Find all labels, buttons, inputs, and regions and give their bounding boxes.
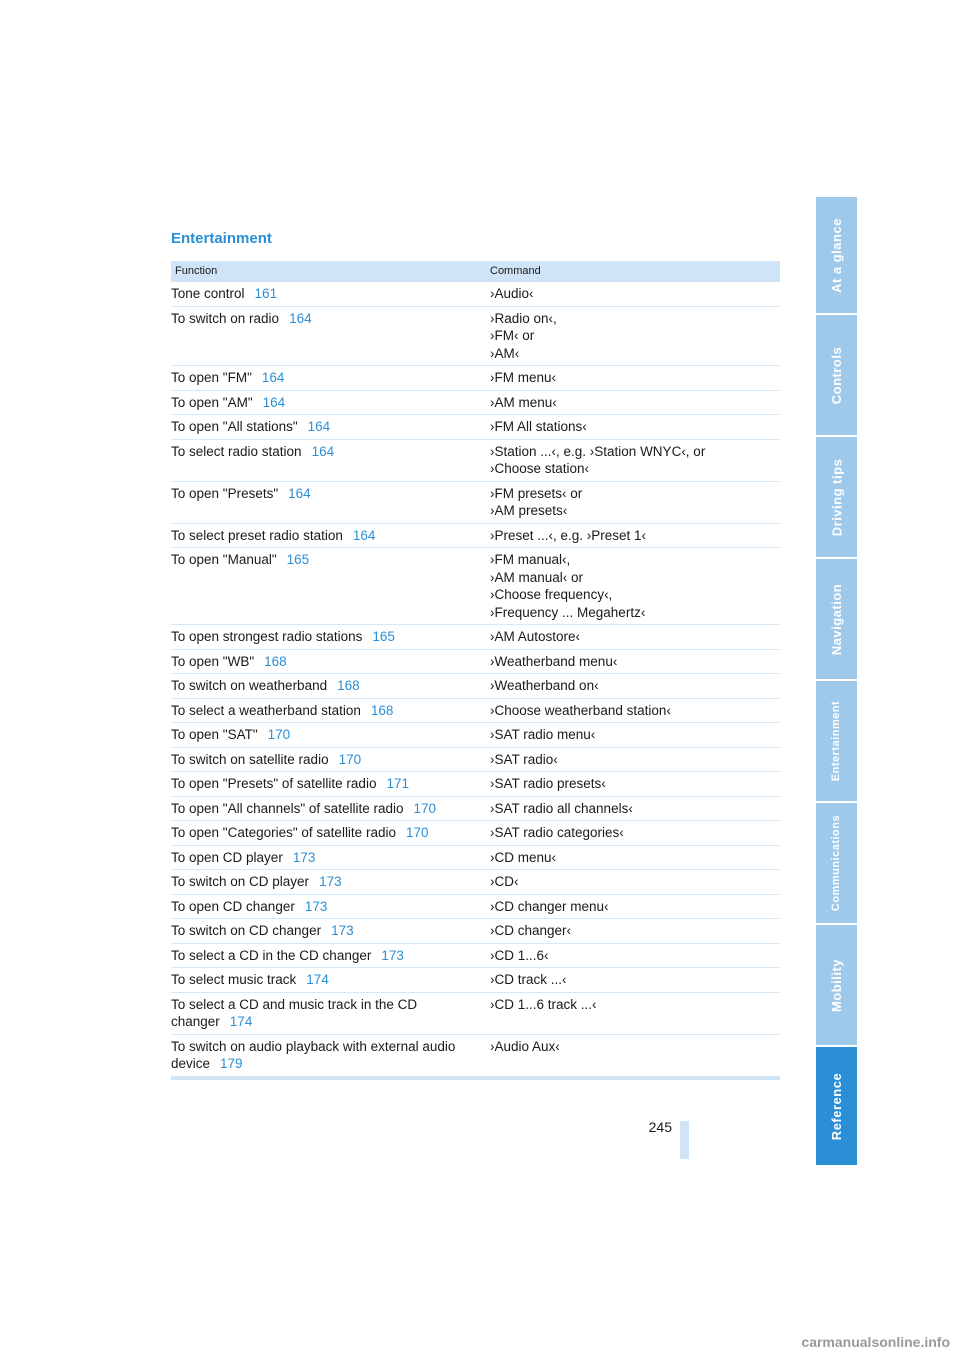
page-marker [680,1121,689,1159]
function-cell [171,443,489,478]
function-cell [171,285,489,303]
table-row [171,440,780,482]
command-cell: ›Preset ...‹, e.g. ›Preset 1‹ [490,527,647,543]
table-row [171,391,780,416]
function-cell [171,527,489,545]
command-table [171,261,780,1080]
function-cell [171,702,489,720]
function-cell [171,369,489,387]
function-text: To switch on radio [171,310,280,326]
sidebar-tab-label: At a glance [829,217,845,293]
page-reference-link[interactable]: 164 [288,485,311,501]
command-cell: ›CD 1...6 track ...‹ [490,996,597,1012]
table-row [171,748,780,773]
function-text: To switch on CD player [171,874,310,889]
function-text: To open "All stations" [171,419,298,434]
page-reference-link[interactable]: 170 [413,800,437,816]
command-cell: ›CD track ...‹ [490,972,567,987]
command-cell: ›FM All stations‹ [490,419,587,434]
function-text: To open "FM" [171,370,252,385]
function-text: To select a weatherband station [171,702,361,718]
function-text: To switch on weatherband [171,678,328,693]
command-cell: ›SAT radio‹ [490,751,558,767]
page-reference-link[interactable]: 171 [386,776,409,791]
sidebar-tab-controls[interactable] [816,315,857,435]
table-row [171,797,780,822]
page-reference-link[interactable]: 170 [405,825,429,840]
sidebar-tab-reference[interactable] [816,1047,857,1165]
command-cell: ›Radio on‹, ›FM‹ or ›AM‹ [490,310,557,361]
sidebar-tab-communications[interactable] [816,803,857,923]
table-row [171,870,780,895]
sidebar-tab-entertainment[interactable] [816,681,857,801]
command-cell: ›CD‹ [490,874,519,889]
page-reference-link[interactable]: 164 [262,394,286,410]
function-cell [171,849,489,867]
table-row [171,482,780,524]
function-text: To select a CD and music track in the CD changer [171,996,418,1029]
function-text: To open "Presets" [171,485,279,501]
command-cell: ›Audio‹ [490,286,534,301]
page-reference-link[interactable]: 168 [370,702,394,718]
function-cell [171,485,489,520]
command-cell: ›CD changer menu‹ [490,898,609,914]
sidebar-tab-mobility[interactable] [816,925,857,1045]
command-cell: ›Weatherband on‹ [490,678,599,693]
sidebar-tab-label: Driving tips [829,458,845,536]
table-row [171,895,780,920]
command-cell: ›SAT radio categories‹ [490,825,624,840]
table-row [171,625,780,650]
page-reference-link[interactable]: 168 [264,653,287,669]
function-text: To open "All channels" of satellite radio [171,800,404,816]
command-cell: ›SAT radio all channels‹ [490,800,633,816]
command-cell: ›FM manual‹, ›AM manual‹ or ›Choose frequency‹, ›Frequency ... Megahertz‹ [490,552,646,620]
function-cell [171,726,489,744]
function-cell [171,1038,489,1073]
function-text: To select music track [171,972,297,987]
table-row [171,846,780,871]
function-text: To open "Categories" of satellite radio [171,825,396,840]
table-header [171,261,780,282]
page-reference-link[interactable]: 164 [289,310,312,326]
function-cell [171,677,489,695]
function-text: To open CD player [171,849,283,865]
function-cell [171,551,489,621]
command-cell: ›Choose weatherband station‹ [490,702,671,718]
sidebar-tab-at-a-glance[interactable] [816,197,857,313]
table-row [171,1035,780,1077]
sidebar-tab-label: Mobility [829,958,845,1012]
function-text: To switch on CD changer [171,923,322,938]
function-cell [171,898,489,916]
table-row [171,919,780,944]
command-cell: ›AM Autostore‹ [490,629,581,644]
function-text: To open CD changer [171,898,295,914]
page-reference-link[interactable]: 164 [307,419,331,434]
command-cell: ›AM menu‹ [490,394,557,410]
table-row [171,282,780,307]
table-row [171,415,780,440]
sidebar-tab-label: Communications [830,814,843,912]
function-cell [171,947,489,965]
table-row [171,723,780,748]
sidebar-tab-label: Reference [829,1072,844,1140]
function-text: To open strongest radio stations [171,629,363,644]
function-text: To switch on audio playback with external audio device [171,1038,456,1071]
section-sidebar [816,197,857,1167]
command-cell: ›CD changer‹ [490,923,572,938]
function-cell [171,800,489,818]
command-cell: ›FM menu‹ [490,370,557,385]
page-reference-link[interactable]: 170 [338,751,362,767]
page-reference-link[interactable]: 173 [381,947,404,963]
function-cell [171,775,489,793]
table-body [171,282,780,1077]
function-text: To select a CD in the CD changer [171,947,372,963]
sidebar-tab-label: Entertainment [830,700,843,782]
command-cell: ›SAT radio menu‹ [490,727,596,742]
command-cell: ›Weatherband menu‹ [490,653,618,669]
page-reference-link[interactable]: 165 [286,552,310,567]
page-reference-link[interactable]: 174 [306,972,329,987]
page-reference-link[interactable]: 173 [331,923,354,938]
section-title: Entertainment [171,230,272,247]
function-cell [171,394,489,412]
function-text: To open "AM" [171,394,253,410]
page-reference-link[interactable]: 164 [311,443,335,459]
table-end-rule [171,1077,780,1080]
command-cell: ›SAT radio presets‹ [490,776,606,791]
page-reference-link[interactable]: 173 [304,898,328,914]
function-cell [171,971,489,989]
function-cell [171,418,489,436]
function-text: To open "SAT" [171,727,258,742]
page-reference-link[interactable]: 170 [267,727,291,742]
table-row [171,944,780,969]
table-row [171,772,780,797]
table-row [171,699,780,724]
sidebar-tab-label: Controls [829,346,845,404]
page-reference-link[interactable]: 173 [319,874,342,889]
table-row [171,674,780,699]
table-row [171,821,780,846]
sidebar-tab-label: Navigation [829,583,844,655]
table-row [171,993,780,1035]
command-cell: ›CD menu‹ [490,849,557,865]
page-reference-link[interactable]: 179 [220,1056,243,1071]
page-reference-link[interactable]: 164 [352,527,376,543]
watermark-text: carmanualsonline.info [801,1334,950,1350]
page-reference-link[interactable]: 161 [254,286,278,301]
page-reference-link[interactable]: 174 [229,1014,253,1029]
function-text: Tone control [171,286,245,301]
table-row [171,307,780,367]
function-text: To open "Manual" [171,552,277,567]
function-text: To select radio station [171,443,302,459]
function-text: To select preset radio station [171,527,343,543]
function-cell [171,653,489,671]
page-reference-link[interactable]: 164 [261,370,285,385]
command-cell: ›Audio Aux‹ [490,1038,560,1054]
function-text: To open "WB" [171,653,255,669]
page-reference-link[interactable]: 168 [337,678,360,693]
command-cell: ›Station ...‹, e.g. ›Station WNYC‹, or ›Choose station‹ [490,443,706,476]
table-row [171,366,780,391]
page-number: 245 [648,1119,672,1135]
sidebar-tab-driving-tips[interactable] [816,437,857,557]
function-cell [171,873,489,891]
function-cell [171,751,489,769]
page-reference-link[interactable]: 173 [292,849,316,865]
page-reference-link[interactable]: 165 [372,629,395,644]
function-cell [171,310,489,363]
table-row [171,548,780,625]
table-row [171,650,780,675]
command-cell: ›FM presets‹ or ›AM presets‹ [490,485,583,518]
function-text: To open "Presets" of satellite radio [171,776,377,791]
function-cell [171,824,489,842]
table-row [171,524,780,549]
sidebar-tab-navigation[interactable] [816,559,857,679]
function-cell [171,922,489,940]
function-cell [171,628,489,646]
header-command: Command [490,265,541,277]
header-function: Function [175,265,218,277]
function-text: To switch on satellite radio [171,751,329,767]
function-cell [171,996,489,1031]
command-cell: ›CD 1...6‹ [490,947,549,963]
table-row [171,968,780,993]
